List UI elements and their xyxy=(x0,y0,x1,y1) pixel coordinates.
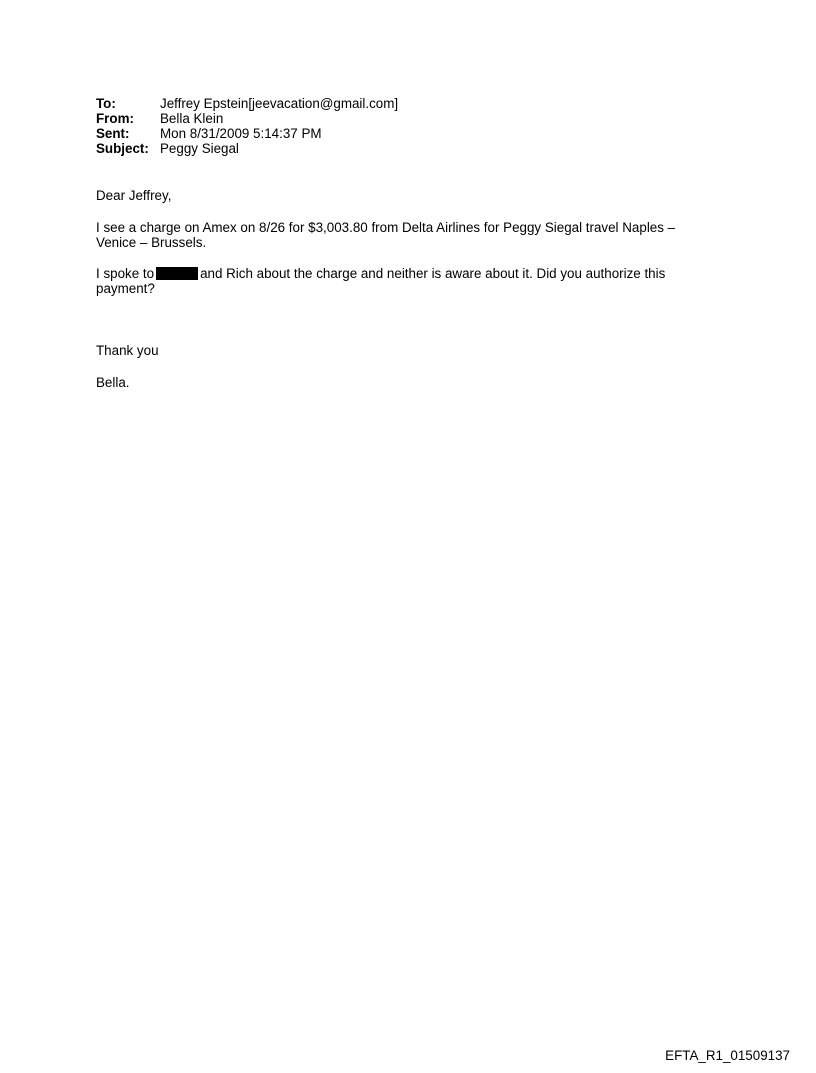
header-sent-value: Mon 8/31/2009 5:14:37 PM xyxy=(160,126,322,141)
paragraph-question-start: I spoke to xyxy=(96,266,155,281)
signature: Bella. xyxy=(96,375,130,390)
header-to-row xyxy=(96,96,398,111)
header-from-label: From: xyxy=(96,111,134,126)
header-sent-row xyxy=(96,126,398,141)
header-subject-value: Peggy Siegal xyxy=(160,141,239,156)
email-header xyxy=(96,96,398,156)
paragraph-question-end: and Rich about the charge and neither is aware about it. Did you authorize this payment? xyxy=(96,266,666,296)
greeting: Dear Jeffrey, xyxy=(96,188,172,203)
header-from-row xyxy=(96,111,398,126)
redaction-box xyxy=(156,267,198,280)
email-body xyxy=(96,188,696,390)
paragraph-question xyxy=(96,266,696,296)
document-id: EFTA_R1_01509137 xyxy=(665,1048,790,1063)
closing-thanks: Thank you xyxy=(96,343,159,358)
header-sent-label: Sent: xyxy=(96,126,130,141)
paragraph-charge: I see a charge on Amex on 8/26 for $3,003.80 from Delta Airlines for Peggy Siegal travel Naples – Venice – Brussels. xyxy=(96,220,676,250)
header-to-value: Jeffrey Epstein[jeevacation@gmail.com] xyxy=(160,96,399,111)
header-subject-label: Subject: xyxy=(96,141,149,156)
header-subject-row xyxy=(96,141,398,156)
header-from-value: Bella Klein xyxy=(160,111,224,126)
header-to-label: To: xyxy=(96,96,116,111)
